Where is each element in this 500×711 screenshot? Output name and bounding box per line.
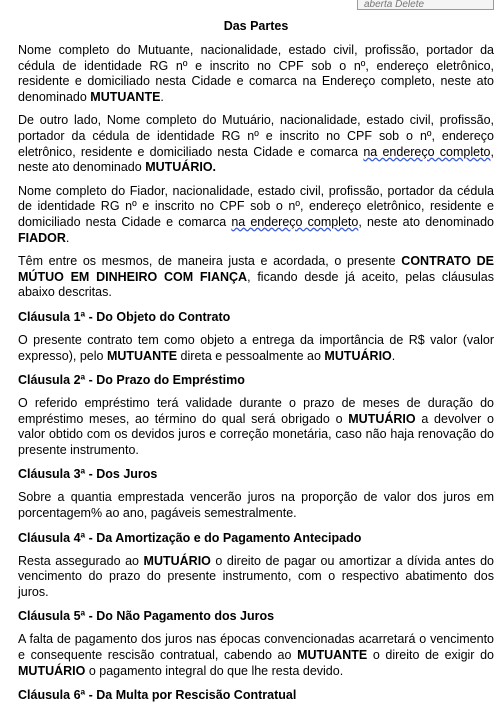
bold-text: CONTRATO DE MÚTUO EM DINHEIRO COM FIANÇA xyxy=(18,254,494,284)
text: o direito de pagar ou amortizar a dívida antes do vencimento do prazo do presente instrumento, com o respectivo abatimento dos juros. xyxy=(18,553,494,599)
clause-heading: Cláusula 5ª - Do Não Pagamento dos Juros xyxy=(18,609,275,624)
clause-heading: Cláusula 4ª - Da Amortização e do Pagamento Antecipado xyxy=(18,530,362,545)
bold-text: MUTUÁRIO xyxy=(18,663,86,678)
bold-text: MUTUÁRIO. xyxy=(145,160,217,175)
clause-paragraph xyxy=(18,632,494,679)
paragraph-agreement xyxy=(18,254,494,301)
spellcheck-underlined-text: na endereço completo xyxy=(231,214,359,229)
text: , neste ato denominado xyxy=(18,144,494,175)
text: o pagamento integral do que lhe resta devido. xyxy=(85,663,344,678)
text: De outro lado, Nome completo do Mutuário, nacionalidade, estado civil, profissão, portador da cédula de identidade RG nº e inscrito no CPF sob o nº, endereço eletrônico, residente e domiciliado nesta Cidade e comarca xyxy=(18,113,494,159)
toolbar-text: aberta Delete xyxy=(364,0,425,10)
spellcheck-underlined-text: na endereço completo xyxy=(363,144,491,159)
clause-heading: Cláusula 1ª - Do Objeto do Contrato xyxy=(18,309,231,324)
text: o direito de exigir do xyxy=(367,648,494,663)
text: A falta de pagamento dos juros nas épocas convencionadas acarretará o vencimento e consequente rescisão contratual, cabendo ao xyxy=(18,632,494,663)
text: . xyxy=(391,348,396,363)
clause-heading: Cláusula 6ª - Da Multa por Rescisão Contratual xyxy=(18,688,297,703)
bold-text: FIADOR xyxy=(18,230,66,245)
bold-text: MUTUANTE xyxy=(90,89,161,104)
bold-text: MUTUÁRIO xyxy=(143,553,211,568)
text: , ficando desde já aceito, pelas cláusulas abaixo descritas. xyxy=(18,269,494,300)
paragraph-mutuante xyxy=(18,43,494,105)
section-title: Das Partes xyxy=(223,19,289,33)
bold-text: MUTUÁRIO xyxy=(324,348,392,363)
text: Nome completo do Mutuante, nacionalidade, estado civil, profissão, portador da cédula de identidade RG nº e inscrito no CPF sob o nº, endereço eletrônico, residente e domiciliado nesta Cidade e comarca na Endereço completo, neste ato denominado xyxy=(18,43,494,104)
clause-paragraph xyxy=(18,554,494,601)
paragraph-fiador xyxy=(18,184,494,246)
text: O referido empréstimo terá validade durante o prazo de meses de duração do empréstimo meses, ao término do qual será obrigado o xyxy=(18,396,494,426)
clause-paragraph: Sobre a quantia emprestada vencerão juros na proporção de valor dos juros em porcentagem% ao ano, pagáveis semestralmente. xyxy=(18,490,494,521)
clause-heading: Cláusula 3ª - Dos Juros xyxy=(18,467,158,482)
bold-text: MUTUÁRIO xyxy=(348,411,416,426)
clause-paragraph xyxy=(18,333,494,364)
text: O presente contrato tem como objeto a entrega da importância de R$ valor (valor expresso), pelo xyxy=(18,332,494,363)
bold-text: MUTUANTE xyxy=(297,648,368,663)
text: direta e pessoalmente ao xyxy=(177,348,325,363)
bold-text: MUTUANTE xyxy=(106,348,178,363)
document-body xyxy=(18,18,494,711)
text: Têm entre os mesmos, de maneira justa e acordada, o presente xyxy=(18,254,402,269)
text: . xyxy=(65,230,70,245)
text: Nome completo do Fiador, nacionalidade, estado civil, profissão, portador da cédula de identidade RG nº e inscrito no CPF sob o nº, endereço eletrônico, residente e domiciliado nesta Cidade e comarca xyxy=(18,183,494,229)
text: , neste ato denominado xyxy=(358,214,494,229)
clause-paragraph xyxy=(18,396,494,458)
text: Resta assegurado ao xyxy=(18,553,144,568)
text: . xyxy=(160,89,164,104)
paragraph-mutuario xyxy=(18,113,494,175)
toolbar-strip xyxy=(357,0,494,10)
text: a devolver o valor obtido com os devidos juros e correção monetária, caso não haja renovação do presente instrumento. xyxy=(18,411,494,457)
clause-heading: Cláusula 2ª - Do Prazo do Empréstimo xyxy=(18,373,245,388)
